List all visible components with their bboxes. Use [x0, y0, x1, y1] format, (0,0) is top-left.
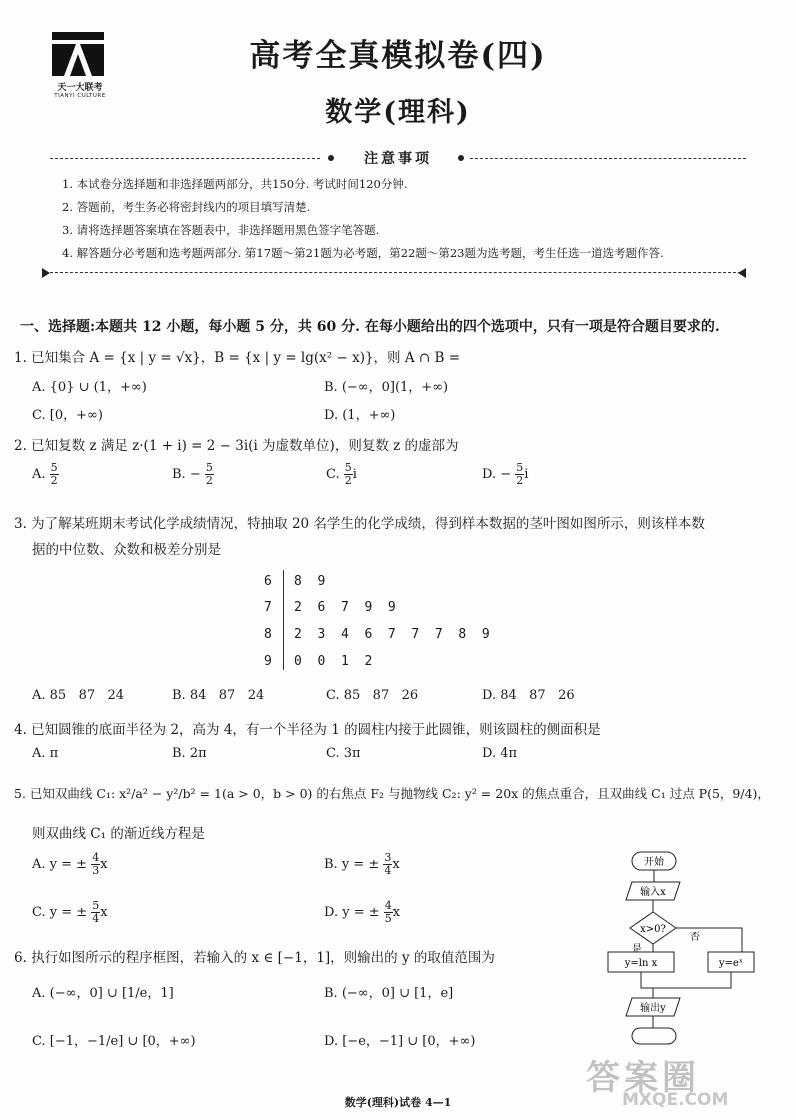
q2-c-fraction: [344, 462, 353, 487]
q5-a-den: 3: [92, 864, 100, 877]
leaves-9: 0 0 1 2: [294, 654, 373, 669]
q5-b-num: 3: [384, 851, 392, 864]
q2-c-num: 5: [344, 461, 352, 474]
program-flowchart: [596, 848, 756, 1048]
logo-cn-text: 天一大联考: [57, 83, 103, 93]
flow-output: [626, 998, 680, 1016]
q2-b-den: 2: [205, 474, 213, 487]
section-heading: 一、选择题:本题共 12 小题，每小题 5 分，共 60 分. 在每小题给出的四个选项中，只有一项是符合题目要求的.: [20, 319, 720, 335]
leaves-6: 8 9: [294, 574, 326, 589]
flow-input-label: 输入x: [640, 887, 666, 898]
q5-c-prefix: C. y = ±: [32, 905, 88, 920]
q2-option-c: [326, 462, 357, 487]
page-footer: 数学(理科)试卷 4—1: [344, 1096, 452, 1109]
flow-condition-label: x>0?: [640, 924, 666, 935]
q5-option-a: [32, 852, 108, 877]
q1-option-b: B. (−∞，0](1，+∞): [324, 380, 449, 395]
arrow-right-icon: [738, 268, 746, 278]
flow-start-label: 开始: [644, 857, 664, 868]
q5-b-den: 4: [384, 864, 392, 877]
q2-c-suffix: i: [352, 467, 357, 482]
leaves-8: 2 3 4 6 7 7 7 8 9: [294, 627, 490, 642]
q2-d-den: 2: [516, 474, 524, 487]
q5-a-prefix: A. y = ±: [32, 857, 88, 872]
q6-option-d: D. [−e，−1] ∪ [0，+∞): [324, 1034, 476, 1049]
q3-option-a: A. 85 87 24: [32, 688, 125, 703]
q5-b-fraction: [383, 852, 392, 877]
q5-d-prefix: D. y = ±: [324, 905, 380, 920]
q4-option-d: D. 4π: [482, 746, 518, 761]
q2-a-num: 5: [50, 461, 58, 474]
q3-option-c: C. 85 87 26: [326, 688, 419, 703]
q5-a-fraction: [91, 852, 100, 877]
stem-7: 7: [264, 600, 272, 615]
q2-d-num: 5: [516, 461, 524, 474]
q5-option-d: [324, 900, 400, 925]
q5-c-fraction: [91, 900, 100, 925]
flow-start: [632, 852, 676, 870]
q3-option-d: D. 84 87 26: [482, 688, 575, 703]
q1-option-c: C. [0，+∞): [32, 408, 103, 423]
question-3-line-2: 据的中位数、众数和极差分别是: [32, 542, 221, 558]
q2-option-d: [482, 462, 528, 487]
q5-a-var: x: [100, 857, 108, 872]
q2-a-prefix: A.: [32, 467, 46, 482]
q5-option-c: [32, 900, 108, 925]
exam-subtitle: 数学(理科): [325, 97, 471, 128]
notice-item-3: 3. 请将选择题答案填在答题表中，非选择题用黑色签字笔答题.: [62, 223, 380, 237]
flow-no-label: 否: [690, 932, 700, 943]
leaves-7: 2 6 7 9 9: [294, 600, 396, 615]
flow-exp-box: [708, 952, 754, 972]
notice-item-4: 4. 解答题分必考题和选考题两部分. 第17题～第21题为必考题，第22题～第23题为选考题，考生任选一道选考题作答.: [62, 246, 664, 260]
q2-d-prefix: D. −: [482, 467, 512, 482]
q5-a-num: 4: [92, 851, 100, 864]
q5-b-prefix: B. y = ±: [324, 857, 380, 872]
exam-title: 高考全真模拟卷(四): [249, 38, 547, 74]
q6-option-b: B. (−∞，0] ∪ [1，e]: [324, 986, 454, 1001]
q5-option-b: [324, 852, 400, 877]
notice-item-2: 2. 答题前，考生务必将密封线内的项目填写清楚.: [62, 200, 311, 214]
q2-c-den: 2: [344, 474, 352, 487]
q2-c-prefix: C.: [326, 467, 340, 482]
q2-d-fraction: [515, 462, 524, 487]
q4-option-a: A. π: [32, 746, 59, 761]
q5-d-num: 4: [384, 899, 392, 912]
question-3-line-1: 3. 为了解某班期末考试化学成绩情况，特抽取 20 名学生的化学成绩，得到样本数据的茎叶图如图所示，则该样本数: [14, 516, 705, 532]
notice-box: [50, 142, 746, 288]
q2-b-prefix: B. −: [172, 467, 201, 482]
stem-9: 9: [264, 654, 272, 669]
q5-d-fraction: [384, 900, 393, 925]
question-5-line-1: 5. 已知双曲线 C₁: x²/a² − y²/b² = 1(a > 0，b > 0) 的右焦点 F₂ 与抛物线 C₂: y² = 20x 的焦点重合，且双曲线 C₁ 过点 P(5，9/4)，: [14, 786, 770, 801]
q2-option-b: [172, 462, 214, 487]
question-1-text: 1. 已知集合 A = {x | y = √x}，B = {x | y = lg(x² − x)}，则 A ∩ B =: [14, 350, 461, 366]
q5-b-var: x: [392, 857, 400, 872]
flow-condition: [630, 912, 676, 944]
flow-ln-box: [608, 952, 674, 972]
flow-input: [626, 882, 680, 900]
watermark: [586, 1050, 786, 1115]
flow-exp-label: y=eˣ: [718, 958, 744, 969]
q3-option-b: B. 84 87 24: [172, 688, 265, 703]
q4-option-c: C. 3π: [326, 746, 361, 761]
stem-8: 8: [264, 627, 272, 642]
question-5-line-2: 则双曲线 C₁ 的渐近线方程是: [32, 826, 205, 842]
q5-c-num: 5: [92, 899, 100, 912]
q2-d-suffix: i: [524, 467, 529, 482]
flow-ln-label: y=ln x: [624, 958, 658, 969]
q6-option-c: C. [−1，−1/e] ∪ [0，+∞): [32, 1034, 196, 1049]
watermark-url: MXQE.COM: [622, 1090, 729, 1110]
q1-option-d: D. (1，+∞): [324, 408, 396, 423]
notice-item-1: 1. 本试卷分选择题和非选择题两部分，共150分. 考试时间120分钟.: [62, 177, 408, 191]
question-2-text: 2. 已知复数 z 满足 z·(1 + i) = 2 − 3i(i 为虚数单位)，则复数 z 的虚部为: [14, 438, 459, 454]
watermark-text: 答案圈: [586, 1058, 700, 1098]
question-4-text: 4. 已知圆锥的底面半径为 2，高为 4，有一个半径为 1 的圆柱内接于此圆锥，则该圆柱的侧面积是: [14, 722, 601, 738]
question-6-text: 6. 执行如图所示的程序框图，若输入的 x ∈ [−1，1]，则输出的 y 的取值范围为: [14, 950, 495, 966]
stem-6: 6: [264, 574, 272, 589]
q2-a-fraction: [50, 462, 59, 487]
flow-output-label: 输出y: [640, 1003, 666, 1014]
q2-b-fraction: [205, 462, 214, 487]
q1-option-a: A. {0} ∪ (1，+∞): [32, 380, 147, 395]
q5-c-var: x: [100, 905, 108, 920]
q4-option-b: B. 2π: [172, 746, 207, 761]
q5-c-den: 4: [92, 912, 100, 925]
q2-option-a: [32, 462, 59, 487]
q6-option-a: A. (−∞，0] ∪ [1/e，1]: [32, 986, 174, 1001]
notice-bottom-divider: [50, 272, 746, 273]
q5-d-var: x: [392, 905, 401, 920]
stem-leaf-divider: [283, 570, 284, 670]
q2-a-den: 2: [50, 474, 58, 487]
q2-b-num: 5: [205, 461, 213, 474]
flow-yes-label: 是: [632, 944, 642, 955]
notice-heading: 注意事项: [364, 151, 432, 167]
logo-en-text: TIANYI CULTURE: [54, 93, 106, 99]
q5-d-den: 5: [384, 912, 392, 925]
arrow-left-icon: [42, 268, 50, 278]
